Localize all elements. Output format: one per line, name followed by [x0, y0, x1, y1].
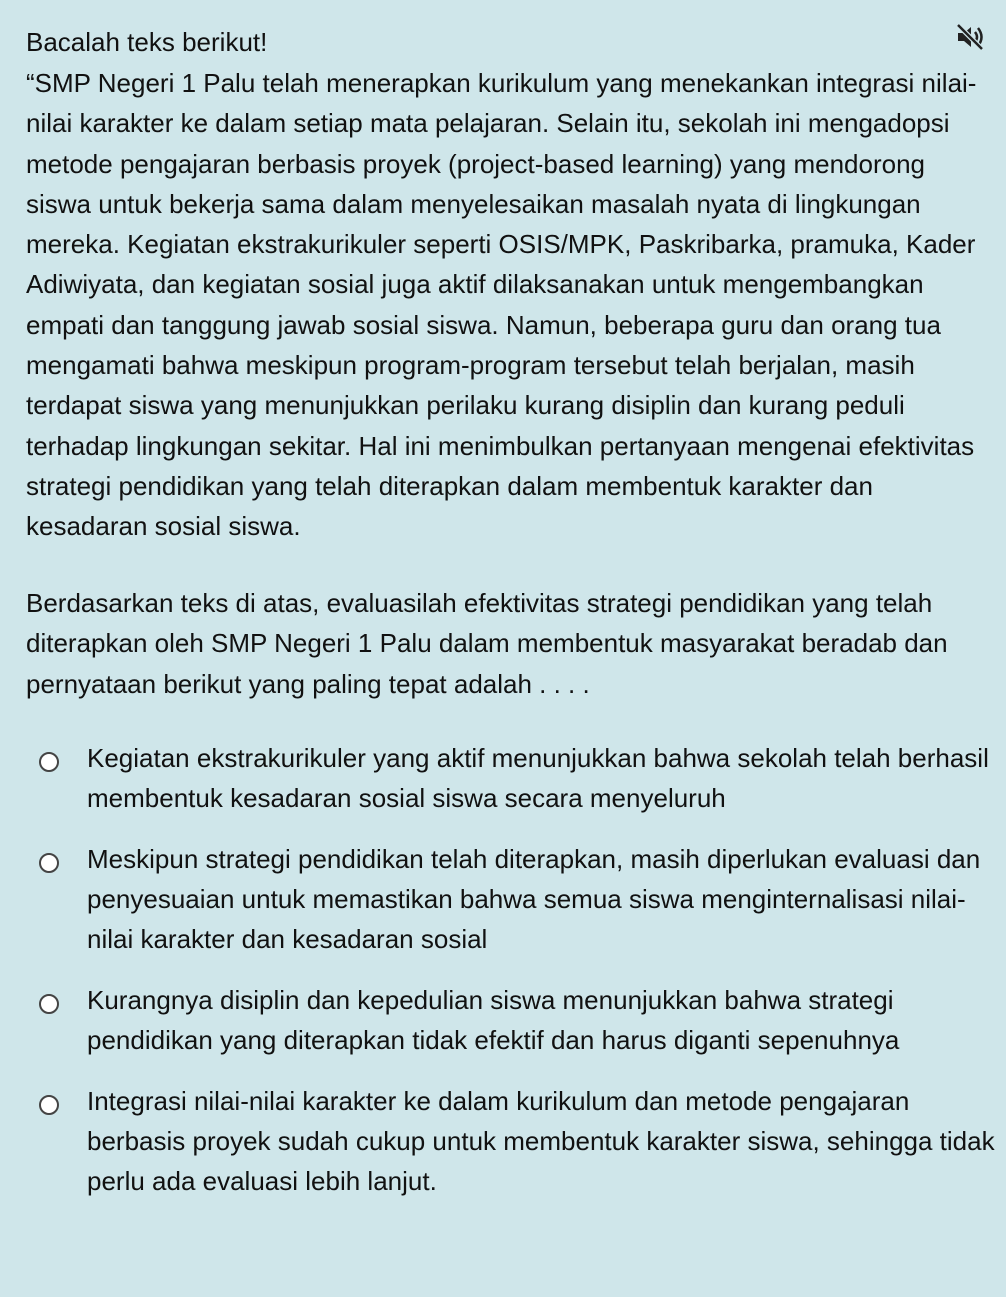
question-card — [26, 22, 996, 1222]
radio-button-icon[interactable] — [39, 1095, 59, 1115]
answer-option-label: Kegiatan ekstrakurikuler yang aktif menunjukkan bahwa sekolah telah berhasil membentuk kesadaran sosial siswa secara menyeluruh — [87, 743, 989, 814]
answer-options — [26, 738, 996, 1201]
instruction-text: Bacalah teks berikut! — [26, 27, 268, 57]
reading-passage: “SMP Negeri 1 Palu telah menerapkan kurikulum yang menekankan integrasi nilai-nilai karakter ke dalam setiap mata pelajaran. Selain itu, sekolah ini mengadopsi metode pengajaran berbasis proyek (project-based learning) yang mendorong siswa untuk bekerja sama dalam menyelesaikan masalah nyata di lingkungan mereka. Kegiatan ekstrakurikuler seperti OSIS/MPK, Paskribarka, pramuka, Kader Adiwiyata, dan kegiatan sosial juga aktif dilaksanakan untuk mengembangkan empati dan tanggung jawab sosial siswa. Namun, beberapa guru dan orang tua mengamati bahwa meskipun program-program tersebut telah berjalan, masih terdapat siswa yang menunjukkan perilaku kurang disiplin dan kurang peduli terhadap lingkungan sekitar. Hal ini menimbulkan pertanyaan mengenai efektivitas strategi pendidikan yang telah diterapkan dalam membentuk karakter dan kesadaran sosial siswa. — [26, 68, 977, 542]
answer-option-b[interactable] — [26, 839, 996, 959]
radio-button-icon[interactable] — [39, 853, 59, 873]
answer-option-label: Integrasi nilai-nilai karakter ke dalam kurikulum dan metode pengajaran berbasis proyek sudah cukup untuk membentuk karakter siswa, sehingga tidak perlu ada evaluasi lebih lanjut. — [87, 1086, 995, 1197]
answer-option-label: Meskipun strategi pendidikan telah diterapkan, masih diperlukan evaluasi dan penyesuaian untuk memastikan bahwa semua siswa menginternalisasi nilai-nilai karakter dan kesadaran sosial — [87, 844, 981, 955]
question-prompt: Berdasarkan teks di atas, evaluasilah efektivitas strategi pendidikan yang telah diterapkan oleh SMP Negeri 1 Palu dalam membentuk masyarakat beradab dan pernyataan berikut yang paling tepat adalah . . . . — [26, 587, 948, 699]
radio-button-icon[interactable] — [39, 752, 59, 772]
radio-button-icon[interactable] — [39, 994, 59, 1014]
answer-option-c[interactable] — [26, 980, 996, 1060]
answer-option-label: Kurangnya disiplin dan kepedulian siswa menunjukkan bahwa strategi pendidikan yang diterapkan tidak efektif dan harus diganti sepenuhnya — [87, 985, 900, 1056]
answer-option-d[interactable] — [26, 1081, 996, 1201]
answer-option-a[interactable] — [26, 738, 996, 818]
mute-speaker-icon[interactable] — [953, 20, 987, 54]
